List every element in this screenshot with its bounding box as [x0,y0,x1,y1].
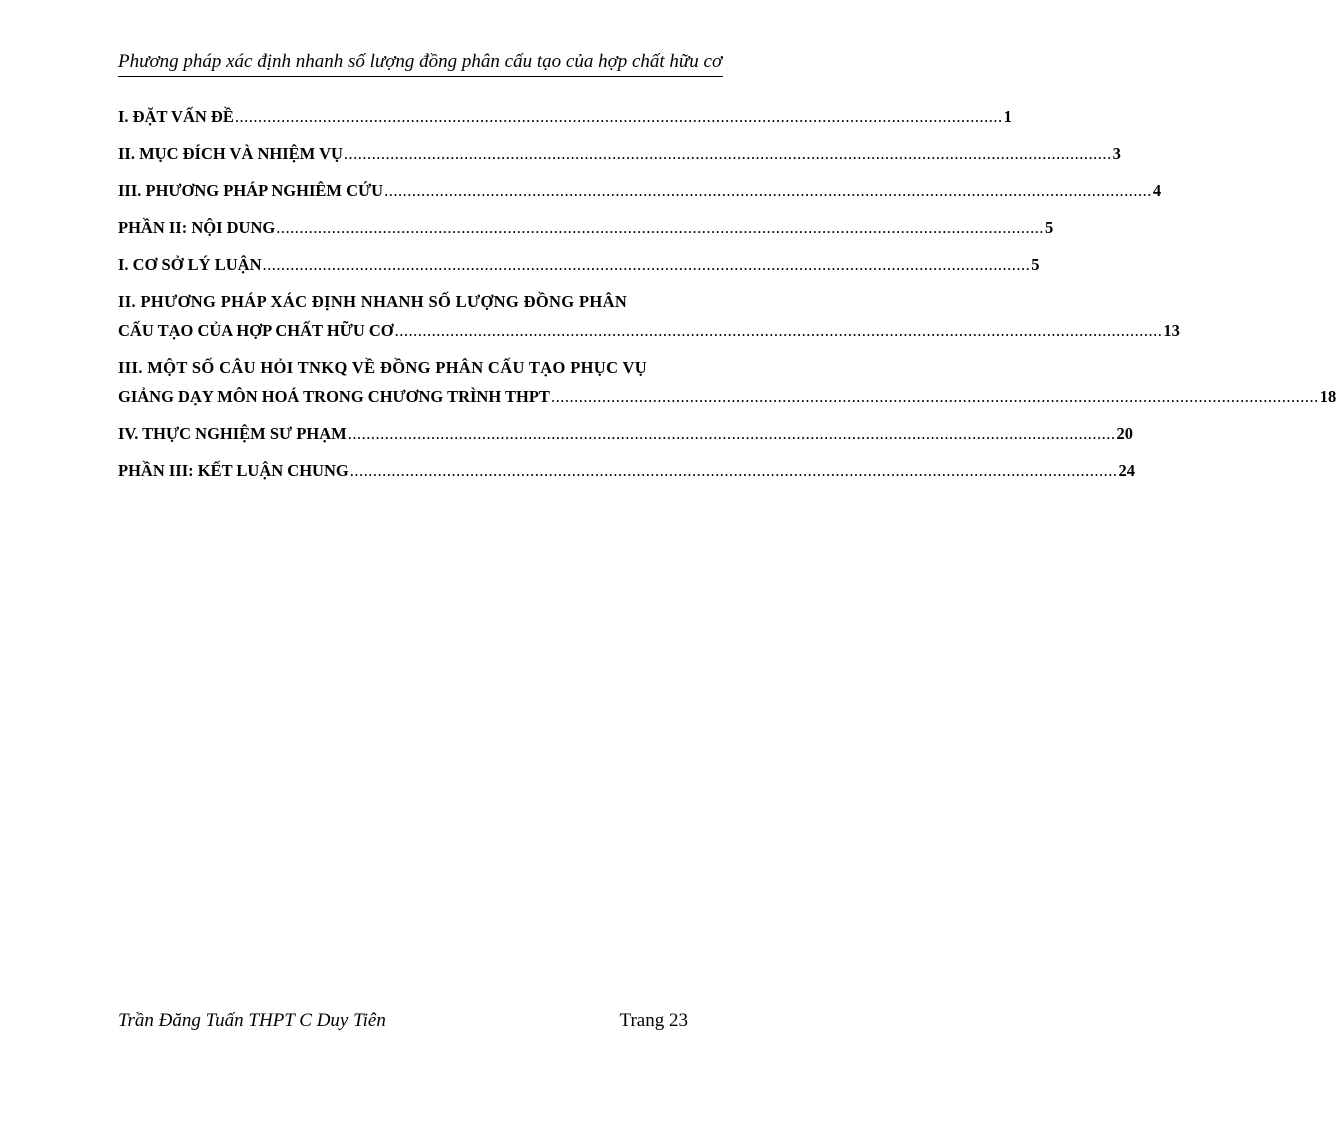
toc-entry-page: 20 [1116,424,1133,443]
toc-entry [118,213,1054,242]
footer-author: Trần Đăng Tuấn THPT C Duy Tiên [118,1010,386,1031]
toc-entry-title: I. ĐẶT VẤN ĐỀ [118,107,234,126]
toc-entry-title: PHẦN II: NỘI DUNG [118,218,276,237]
toc-entry [118,456,1135,485]
toc-entry-page: 5 [1044,218,1054,237]
page-header [118,50,723,77]
dot-leader: ...................................................................................................................................................................... [343,144,1112,163]
toc-entry-page: 4 [1152,181,1162,200]
dot-leader: ...................................................................................................................................................................... [262,255,1031,274]
page-footer [118,1010,688,1036]
toc-entry [118,102,1012,131]
toc-entry [118,353,1336,411]
toc-entry-page: 18 [1319,387,1336,406]
toc-entry-title-line1: III. MỘT SỐ CÂU HỎI TNKQ VỀ ĐỒNG PHÂN CẤU TẠO PHỤC VỤ [118,358,648,377]
toc-entry-title: PHẦN III: KẾT LUẬN CHUNG [118,461,349,480]
dot-leader: ...................................................................................................................................................................... [276,218,1044,237]
toc-entry-title: I. CƠ SỞ LÝ LUẬN [118,255,262,274]
toc-entry [118,419,1133,448]
toc-entry [118,287,1180,345]
dot-leader: ...................................................................................................................................................................... [394,321,1163,340]
dot-leader: ...................................................................................................................................................................... [234,107,1003,126]
dot-leader: ...................................................................................................................................................................... [550,387,1319,406]
toc-entry-page: 1 [1003,107,1012,126]
dot-leader: ...................................................................................................................................................................... [349,461,1118,480]
toc-entry-title-line1: II. PHƯƠNG PHÁP XÁC ĐỊNH NHANH SỐ LƯỢNG ĐỒNG PHÂN [118,292,628,311]
header-title: Phương pháp xác định nhanh số lượng đồng phân cấu tạo của hợp chất hữu cơ [118,51,723,72]
toc-entry-title-line2: GIẢNG DẠY MÔN HOÁ TRONG CHƯƠNG TRÌNH THPT [118,387,550,406]
dot-leader: ...................................................................................................................................................................... [384,181,1152,200]
toc-entry-page: 24 [1118,461,1135,480]
toc-entry-title: IV. THỰC NGHIỆM SƯ PHẠM [118,424,347,443]
dot-leader: ...................................................................................................................................................................... [347,424,1116,443]
toc-entry-page: 5 [1031,255,1040,274]
toc-entry [118,250,1040,279]
toc-entry [118,176,1162,205]
toc-entry-page: 13 [1163,321,1180,340]
toc-entry-title-line2: CẤU TẠO CỦA HỢP CHẤT HỮU CƠ [118,321,394,340]
toc-entry-title: II. MỤC ĐÍCH VÀ NHIỆM VỤ [118,144,343,163]
table-of-contents [118,102,1336,493]
toc-entry-page: 3 [1112,144,1121,163]
footer-page-number: Trang 23 [619,1010,688,1031]
toc-entry-title: III. PHƯƠNG PHÁP NGHIÊM CỨU [118,181,384,200]
toc-entry [118,139,1121,168]
